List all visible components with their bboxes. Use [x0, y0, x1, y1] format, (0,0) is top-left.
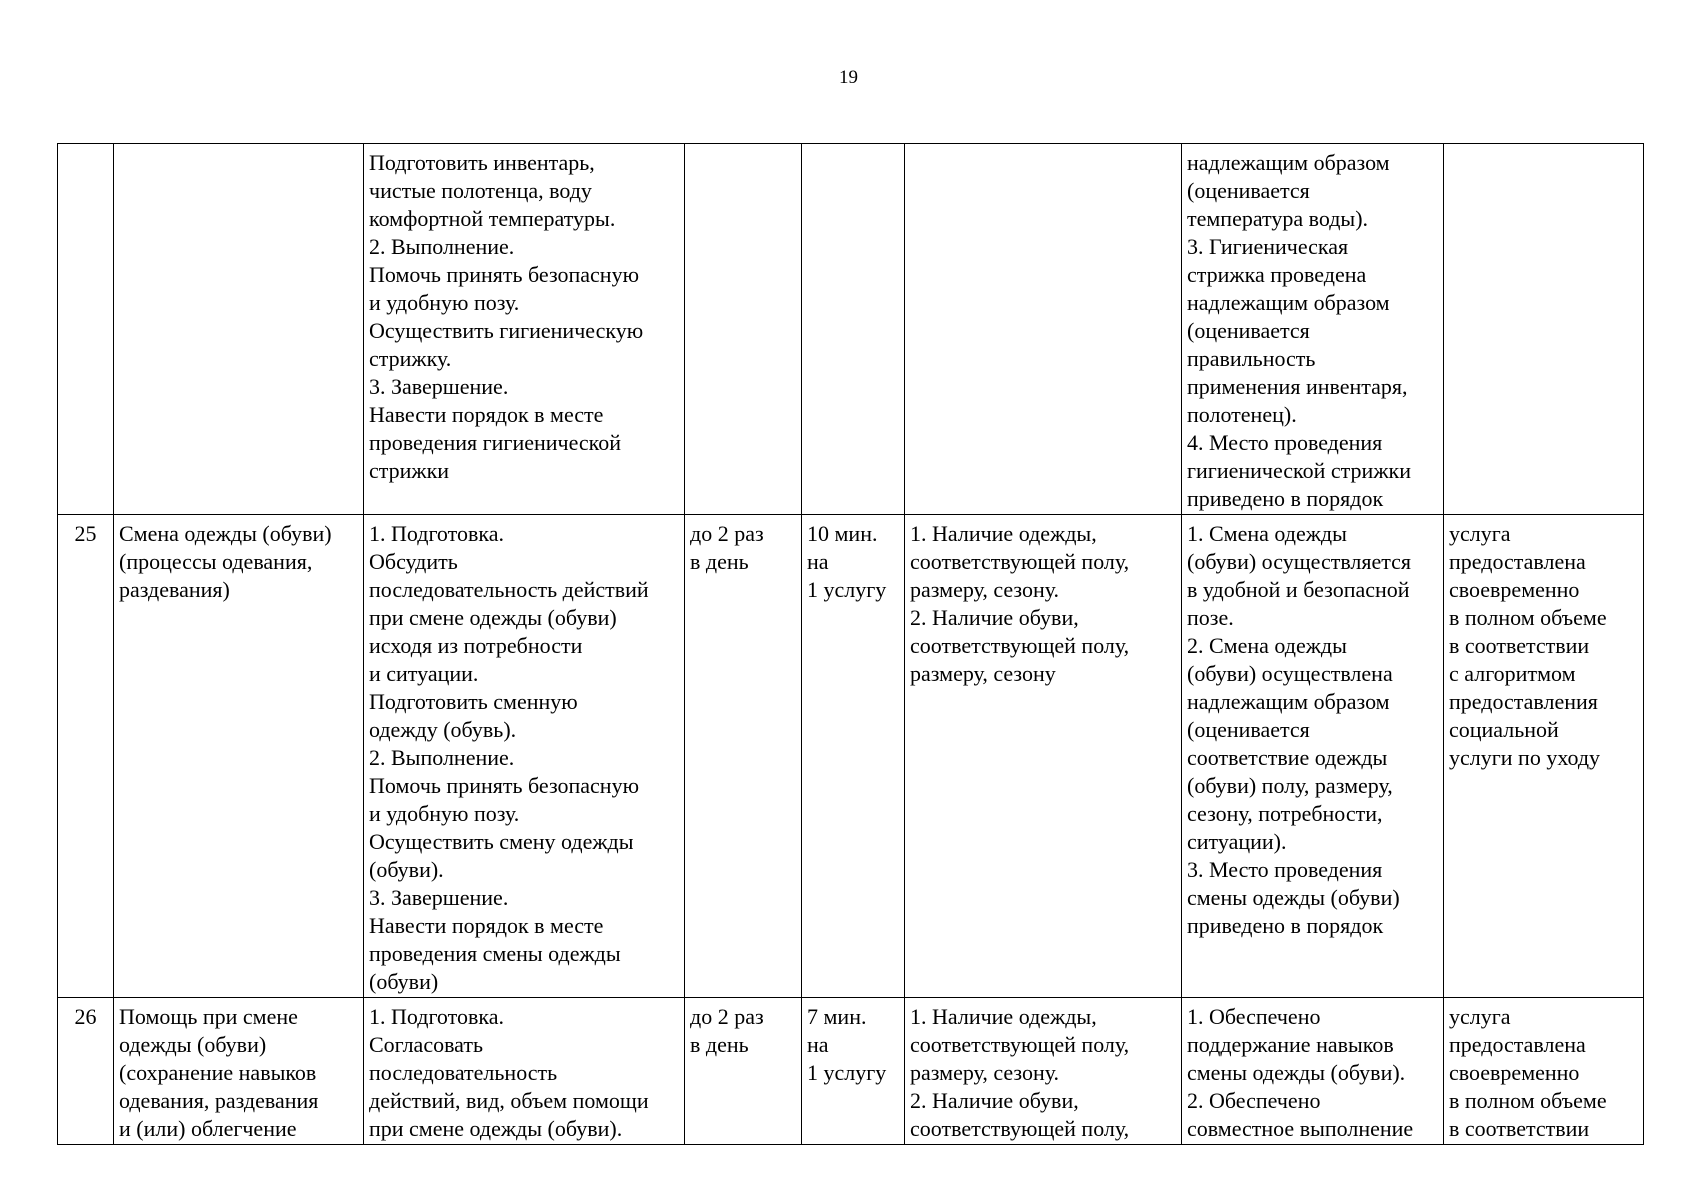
cell-frequency: до 2 раз в день — [685, 998, 802, 1145]
cell-conditions: 1. Наличие одежды, соответствующей полу, размеру, сезону. 2. Наличие обуви, соответствующей полу, размеру, сезону — [905, 515, 1182, 998]
cell-result — [1444, 144, 1644, 515]
cell-frequency — [685, 144, 802, 515]
cell-quality-indicators: 1. Смена одежды (обуви) осуществляется в удобной и безопасной позе. 2. Смена одежды (обуви) осуществлена надлежащим образом (оценивается соответствие одежды (обуви) полу, размеру, сезону, потребности, ситуации). 3. Место проведения смены одежды (обуви) приведено в порядок — [1182, 515, 1444, 998]
cell-quality-indicators: 1. Обеспечено поддержание навыков смены одежды (обуви). 2. Обеспечено совместное выполнение — [1182, 998, 1444, 1145]
cell-number: 26 — [58, 998, 114, 1145]
cell-result: услуга предоставлена своевременно в полном объеме в соответствии с алгоритмом предоставления социальной услуги по уходу — [1444, 515, 1644, 998]
table-row-26 — [58, 998, 1644, 1145]
cell-procedure: Подготовить инвентарь, чистые полотенца, воду комфортной температуры. 2. Выполнение. Помочь принять безопасную и удобную позу. Осуществить гигиеническую стрижку. 3. Завершение. Навести порядок в месте проведения гигиенической стрижки — [364, 144, 685, 515]
cell-duration: 7 мин. на 1 услугу — [802, 998, 905, 1145]
services-table — [57, 143, 1644, 1145]
cell-duration: 10 мин. на 1 услугу — [802, 515, 905, 998]
table-row-continued — [58, 144, 1644, 515]
page-number: 19 — [839, 67, 858, 88]
cell-procedure: 1. Подготовка. Согласовать последовательность действий, вид, объем помощи при смене одежды (обуви). — [364, 998, 685, 1145]
cell-duration — [802, 144, 905, 515]
cell-service-name — [114, 144, 364, 515]
cell-frequency: до 2 раз в день — [685, 515, 802, 998]
cell-conditions — [905, 144, 1182, 515]
table-row-25 — [58, 515, 1644, 998]
cell-quality-indicators: надлежащим образом (оценивается температура воды). 3. Гигиеническая стрижка проведена надлежащим образом (оценивается правильность применения инвентаря, полотенец). 4. Место проведения гигиенической стрижки приведено в порядок — [1182, 144, 1444, 515]
cell-number: 25 — [58, 515, 114, 998]
cell-conditions: 1. Наличие одежды, соответствующей полу, размеру, сезону. 2. Наличие обуви, соответствующей полу, — [905, 998, 1182, 1145]
cell-procedure: 1. Подготовка. Обсудить последовательность действий при смене одежды (обуви) исходя из потребности и ситуации. Подготовить сменную одежду (обувь). 2. Выполнение. Помочь принять безопасную и удобную позу. Осуществить смену одежды (обуви). 3. Завершение. Навести порядок в месте проведения смены одежды (обуви) — [364, 515, 685, 998]
cell-service-name: Помощь при смене одежды (обуви) (сохранение навыков одевания, раздевания и (или) облегчение — [114, 998, 364, 1145]
cell-result: услуга предоставлена своевременно в полном объеме в соответствии — [1444, 998, 1644, 1145]
cell-number — [58, 144, 114, 515]
cell-service-name: Смена одежды (обуви) (процессы одевания, раздевания) — [114, 515, 364, 998]
